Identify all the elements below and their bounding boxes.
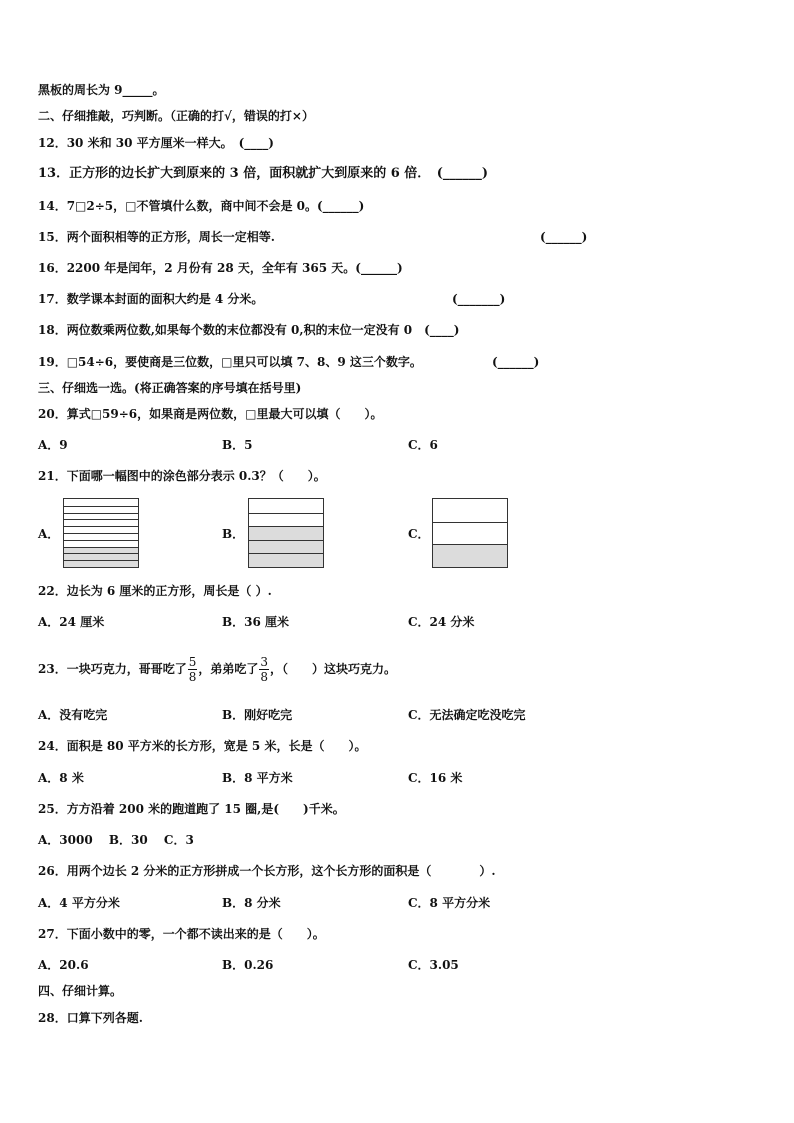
q22-option-c: C．24 分米 [408,615,475,629]
q24-option-a: A．8 米 [38,771,84,785]
q27-option-a: A．20.6 [38,958,89,972]
figure-b-five-strips [248,498,324,568]
q21-option-c: C． [408,527,430,541]
figure-a-divider [64,547,138,548]
q21-option-b: B． [222,527,245,541]
figure-b-divider [249,540,323,541]
figure-b-divider [249,553,323,554]
question-19-blank: (______) [492,355,540,369]
figure-b-divider [249,526,323,527]
q11-tail: 黑板的周长为 9_____。 [38,83,165,97]
fraction-three-eighths [259,655,269,684]
q21-option-a: A． [38,527,60,541]
section-4-heading: 四、仔细计算。 [38,984,123,998]
question-17: 17．数学课本封面的面积大约是 4 分米。 [38,292,264,306]
q20-option-c: C．6 [408,438,438,452]
figure-b-shaded-area [249,526,323,567]
q26-option-b: B．8 分米 [222,896,281,910]
fraction-2-numerator: 3 [260,655,268,669]
figure-a-divider [64,506,138,507]
figure-b-divider [249,513,323,514]
figure-a-shaded-area [64,547,138,567]
figure-a-divider [64,540,138,541]
q24-option-c: C．16 米 [408,771,463,785]
q23-text-a: 23．一块巧克力，哥哥吃了 [38,662,187,676]
section-3-heading: 三、仔细选一选。(将正确答案的序号填在括号里) [38,381,302,395]
question-24: 24．面积是 80 平方米的长方形，宽是 5 米，长是（ ）。 [38,739,367,753]
q27-option-c: C．3.05 [408,958,459,972]
question-28: 28．口算下列各题. [38,1011,143,1025]
question-26: 26．用两个边长 2 分米的正方形拼成一个长方形，这个长方形的面积是（ ）. [38,864,496,878]
figure-a-ten-strips [63,498,139,568]
question-21: 21．下面哪一幅图中的涂色部分表示 0.3？（ ）。 [38,469,326,483]
q24-option-b: B．8 平方米 [222,771,293,785]
q23-option-c: C．无法确定吃没吃完 [408,708,526,722]
question-13: 13．正方形的边长扩大到原来的 3 倍，面积就扩大到原来的 6 倍． (______) [38,166,489,181]
figure-c-divider [433,544,507,545]
question-20: 20．算式□59÷6，如果商是两位数，□里最大可以填（ ）。 [38,407,383,421]
q26-option-a: A．4 平方分米 [38,896,120,910]
question-17-blank: (_______) [452,292,506,306]
question-15: 15．两个面积相等的正方形，周长一定相等. [38,230,275,244]
question-14: 14．7□2÷5，□不管填什么数，商中间不会是 0。(______) [38,199,365,213]
figure-a-divider [64,526,138,527]
figure-a-divider [64,519,138,520]
question-25: 25．方方沿着 200 米的跑道跑了 15 圈,是( )千米。 [38,802,345,816]
q23-option-b: B．刚好吃完 [222,708,293,722]
section-2-heading: 二、仔细推敲，巧判断。（正确的打√，错误的打×） [38,109,314,123]
figure-a-divider [64,553,138,554]
q20-option-b: B．5 [222,438,253,452]
q23-text-b: ，弟弟吃了 [198,662,259,676]
question-18: 18．两位数乘两位数,如果每个数的末位都没有 0,积的末位一定没有 0 (____) [38,323,460,337]
fraction-five-eighths [188,655,198,684]
question-12: 12．30 米和 30 平方厘米一样大。 (____) [38,136,274,150]
question-23 [38,652,396,686]
fraction-1-numerator: 5 [188,655,197,669]
question-27: 27．下面小数中的零，一个都不读出来的是（ ）。 [38,927,325,941]
question-16: 16．2200 年是闰年，2 月份有 28 天，全年有 365 天。(______) [38,261,403,275]
figure-c-three-strips [432,498,508,568]
q25-options: A．3000 B．30 C．3 [38,833,194,847]
figure-c-divider [433,522,507,523]
question-19: 19．□54÷6，要使商是三位数，□里只可以填 7、8、9 这三个数字。 [38,355,422,369]
figure-c-shaded-area [433,544,507,567]
q26-option-c: C．8 平方分米 [408,896,491,910]
q27-option-b: B．0.26 [222,958,274,972]
q22-option-b: B．36 厘米 [222,615,290,629]
figure-a-divider [64,513,138,514]
figure-a-divider [64,533,138,534]
q23-option-a: A．没有吃完 [38,708,108,722]
q23-text-c: ，（ ）这块巧克力。 [270,662,397,676]
question-15-blank: (______) [540,230,588,244]
question-22: 22．边长为 6 厘米的正方形，周长是（ ）. [38,584,272,598]
fraction-2-denominator: 8 [260,670,268,684]
fraction-1-denominator: 8 [188,670,197,684]
figure-a-divider [64,560,138,561]
q22-option-a: A．24 厘米 [38,615,105,629]
q20-option-a: A．9 [38,438,68,452]
